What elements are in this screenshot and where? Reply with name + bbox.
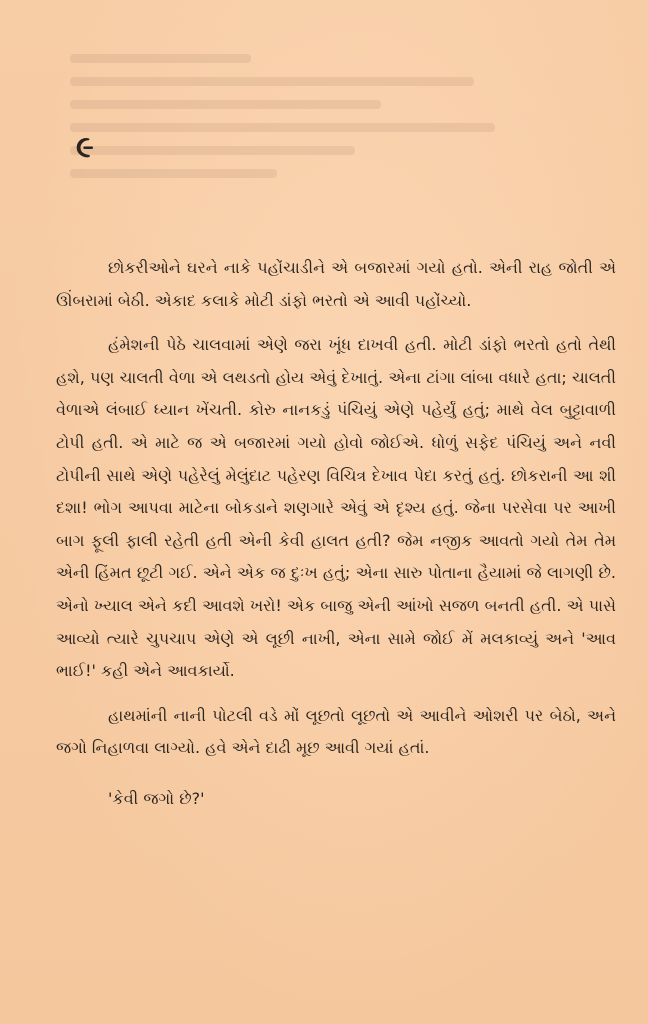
chapter-body bbox=[56, 252, 616, 828]
paragraph-1: છોકરીઓને ઘરને નાકે પહોંચાડીને એ બજારમાં ગયો હતો. એની રાહ જોતી એ ઊંબરામાં બેઠી. એકાદ કલાકે મોટી ડાંફો ભરતો એ આવી પહોંચ્યો. bbox=[56, 258, 616, 310]
show-through-text bbox=[70, 40, 588, 240]
dialogue-line: 'કેવી જગો છે?' bbox=[108, 788, 205, 808]
paragraph-2: હંમેશની પેઠે ચાલવામાં એણે જરા ખૂંધ દાખવી હતી. મોટી ડાંફો ભરતો હતો તેથી હશે, પણ ચાલતી વેળા એ લથડતો હોય એવું દેખાતું. એના ટાંગા લાંબા વધારે હતા; ચાલતી વેળાએ લંબાઈ ધ્યાન ખેંચતી. કોરુ નાનકડું પંચિયું એણે પહેર્યું હતું; માથે વેલ બુટ્ટાવાળી ટોપી હતી. એ માટે જ એ બજારમાં ગયો હોવો જોઈએ. ધોળું સફેદ પંચિયું અને નવી ટોપીની સાથે એણે પહેરેલું મેલુંદાટ પહેરણ વિચિત્ર દેખાવ પેદા કરતું હતું. છોકરાની આ શી દશા! ભોગ આપવા માટેના બોકડાને શણગારે એવું એ દૃશ્ય હતું. જેના પરસેવા પર આખી બાગ ફૂલી ફાલી રહેતી હતી એની કેવી હાલત હતી? જેમ નજીક આવતો ગયો તેમ તેમ એની હિંમત છૂટી ગઈ. એને એક જ દુઃખ હતું; એના સારુ પોતાના હૈયામાં જે લાગણી છે. એનો ખ્યાલ એને કદી આવશે ખરો! એક બાજુ એની આંખો સજળ બનતી હતી. એ પાસે આવ્યો ત્યારે ચુપચાપ એણે એ લૂછી નાખી, એના સામે જોઈ મેં મલકાવ્યું અને 'આવ ભાઈ!' કહી એને આવકાર્યો. bbox=[56, 335, 616, 681]
paragraph-3: હાથમાંની નાની પોટલી વડે મોં લૂછતો લૂછતો એ આવીને ઓશરી પર બેઠો, અને જગો નિહાળવા લાગ્યો. હવે એને દાઢી મૂછ આવી ગયાં હતાં. bbox=[56, 705, 616, 758]
chapter-number: ૯ bbox=[76, 130, 95, 165]
